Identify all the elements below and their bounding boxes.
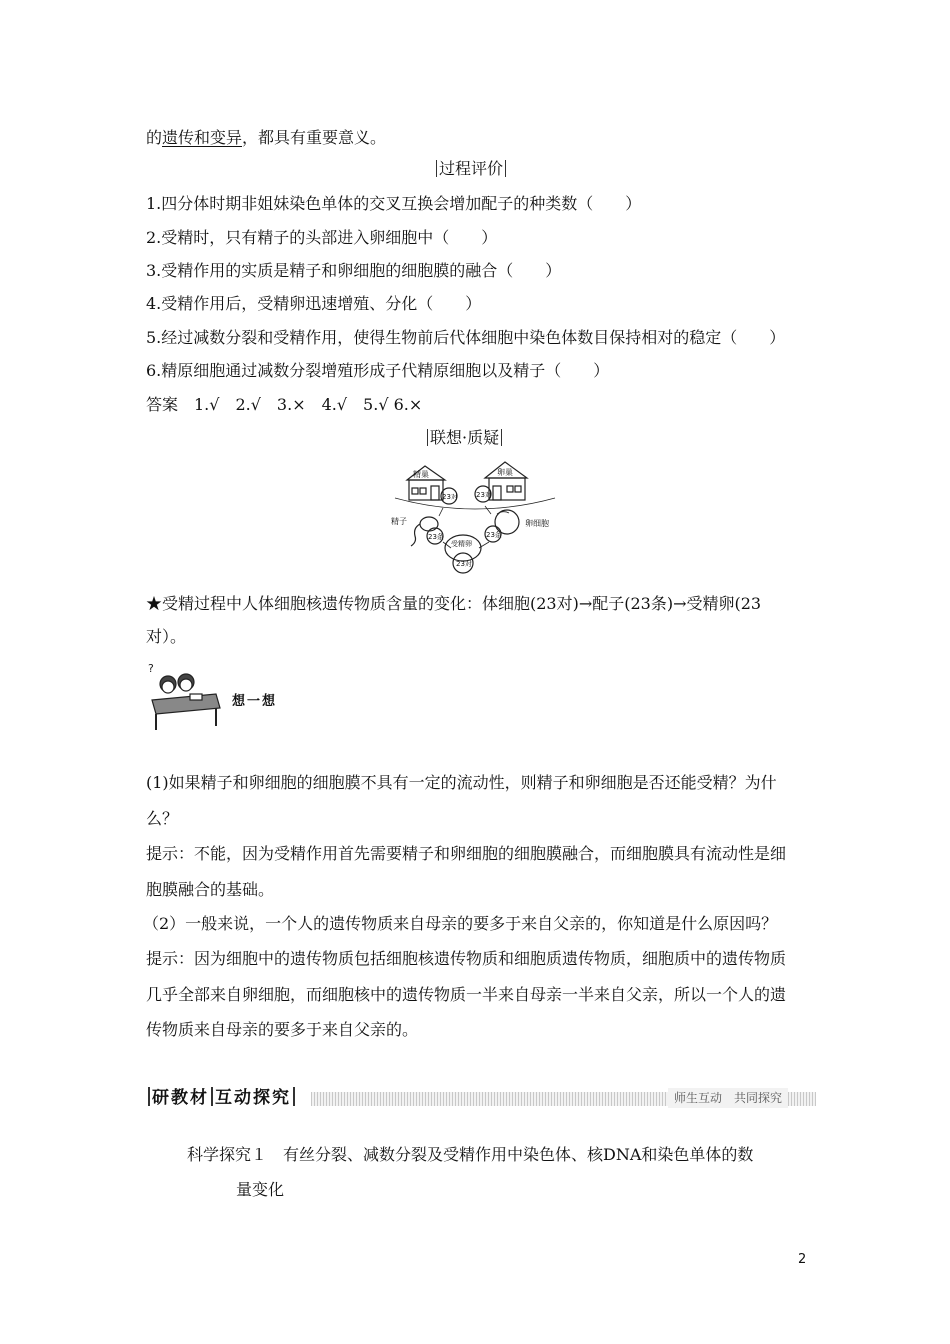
eval-item-2: 2.受精时，只有精子的头部进入卵细胞中（ ） xyxy=(146,228,498,247)
inquiry-line-1: 科学探究１ 有丝分裂、减数分裂及受精作用中染色体、核DNA和染色单体的数 xyxy=(187,1145,754,1164)
question-1-line-1: (1)如果精子和卵细胞的细胞膜不具有一定的流动性，则精子和卵细胞是否还能受精？为什 xyxy=(146,773,777,792)
answer-1-line-2: 胞膜融合的基础。 xyxy=(146,880,275,899)
process-eval-title: 过程评价 xyxy=(434,159,508,179)
answer-line: 答案 1.√ 2.√ 3.× 4.√ 5.√ 6.× xyxy=(146,395,423,414)
answer-2-line-1: 提示：因为细胞中的遗传物质包括细胞核遗传物质和细胞质遗传物质，细胞质中的遗传物质 xyxy=(146,949,787,968)
eval-item-5: 5.经过减数分裂和受精作用，使得生物前后代体细胞中染色体数目保持相对的稳定（ ） xyxy=(146,328,786,347)
count-pair-2: 23对 xyxy=(476,491,492,499)
star-line-1: ★受精过程中人体细胞核遗传物质含量的变化：体细胞(23对)→配子(23条)→受精卵(23 xyxy=(146,594,762,613)
eval-item-4: 4.受精作用后，受精卵迅速增殖、分化（ ） xyxy=(146,294,482,313)
intro-underlined: 遗传和变异 xyxy=(162,128,243,147)
intro-suffix: ，都具有重要意义。 xyxy=(242,128,387,147)
count-single-1: 23条 xyxy=(428,533,444,541)
svg-text:?: ? xyxy=(148,662,154,675)
count-pair-1: 23对 xyxy=(442,493,458,501)
answer-1-line-1: 提示：不能，因为受精作用首先需要精子和卵细胞的细胞膜融合，而细胞膜具有流动性是细 xyxy=(146,844,787,863)
answer-2-line-2: 几乎全部来自卵细胞，而细胞核中的遗传物质一半来自母亲一半来自父亲，所以一个人的遗 xyxy=(146,985,787,1004)
label-testis: 精巢 xyxy=(413,470,429,479)
label-zygote: 受精卵 xyxy=(451,540,472,548)
page-number: 2 xyxy=(798,1252,807,1267)
sperm-icon xyxy=(411,517,438,546)
intro-prefix: 的 xyxy=(146,128,163,147)
eval-item-1: 1.四分体时期非姐妹染色单体的交叉互换会增加配子的种类数（ ） xyxy=(146,194,642,213)
think-cartoon-icon xyxy=(146,660,226,736)
association-title: 联想·质疑 xyxy=(425,428,504,448)
intro-line xyxy=(146,128,386,148)
inquiry-line-2: 量变化 xyxy=(236,1180,285,1199)
banner-subtitle: 师生互动 共同探究 xyxy=(668,1088,788,1108)
eval-item-6: 6.精原细胞通过减数分裂增殖形成子代精原细胞以及精子（ ） xyxy=(146,361,610,380)
label-egg: 卵细胞 xyxy=(525,519,549,528)
eval-item-3: 3.受精作用的实质是精子和卵细胞的细胞膜的融合（ ） xyxy=(146,261,562,280)
question-2-line-1: （2）一般来说，一个人的遗传物质来自母亲的要多于来自父亲的，你知道是什么原因吗？ xyxy=(143,914,778,933)
fertilization-figure xyxy=(385,458,565,578)
think-label: 想一想 xyxy=(232,694,278,709)
count-single-2: 23条 xyxy=(486,531,502,539)
section-banner xyxy=(146,1086,816,1110)
question-1-line-2: 么？ xyxy=(146,809,179,828)
label-ovary: 卵巢 xyxy=(497,468,513,477)
banner-title: 研教材 互动探究 xyxy=(146,1086,297,1110)
label-sperm: 精子 xyxy=(391,517,407,526)
count-zygote: 23对 xyxy=(456,560,472,568)
answer-2-line-3: 传物质来自母亲的要多于来自父亲的。 xyxy=(146,1020,419,1039)
star-line-2: 对）。 xyxy=(146,627,187,646)
